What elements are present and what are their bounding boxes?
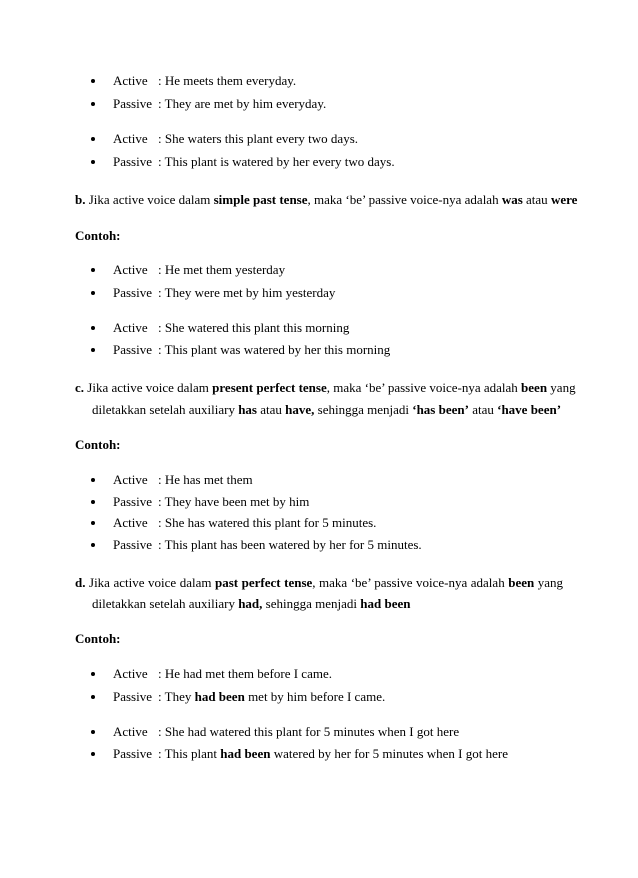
rule-text: diletakkan setelah auxiliary <box>92 402 239 417</box>
example-label: Passive <box>113 342 152 357</box>
bullet-icon <box>91 695 95 699</box>
example-label: Active <box>113 666 148 681</box>
rule-keyword: have, <box>285 402 315 417</box>
example-sentence: : She watered this plant this morning <box>158 320 350 335</box>
rule-keyword: simple past tense <box>213 192 308 207</box>
example-sentence: : She has watered this plant for 5 minutes. <box>158 515 377 530</box>
example-sentence: : He met them yesterday <box>158 262 286 277</box>
example-label: Active <box>113 320 148 335</box>
rule-letter: b. <box>75 192 86 207</box>
example-sentence: : She waters this plant every two days. <box>158 131 359 146</box>
rule-text: atau <box>468 402 498 417</box>
example-label: Active <box>113 472 148 487</box>
contoh-heading: Contoh: <box>75 437 121 452</box>
sentence-text: : This plant <box>158 746 221 761</box>
bullet-icon <box>91 160 95 164</box>
rule-text: , maka ‘be’ passive voice-nya adalah <box>312 575 509 590</box>
example-sentence: : He meets them everyday. <box>158 73 297 88</box>
contoh-heading: Contoh: <box>75 228 121 243</box>
example-sentence: : He has met them <box>158 472 253 487</box>
rule-keyword: past perfect tense <box>214 575 313 590</box>
sentence-text: watered by her for 5 minutes when I got here <box>270 746 508 761</box>
bullet-icon <box>91 478 95 482</box>
bullet-icon <box>91 500 95 504</box>
sentence-text: : They <box>158 689 195 704</box>
bullet-icon <box>91 268 95 272</box>
rule-text: atau <box>257 402 286 417</box>
rule-keyword: had been <box>360 596 411 611</box>
rule-keyword: been <box>521 380 548 395</box>
rule-keyword: had, <box>238 596 263 611</box>
rule-text: yang <box>547 380 576 395</box>
contoh-heading: Contoh: <box>75 631 121 646</box>
example-sentence: : He had met them before I came. <box>158 666 332 681</box>
rule-text: yang <box>534 575 564 590</box>
example-sentence <box>158 746 508 762</box>
example-sentence: : She had watered this plant for 5 minutes when I got here <box>158 724 460 739</box>
rule-d-paragraph <box>75 575 563 591</box>
rule-text: sehingga menjadi <box>262 596 361 611</box>
rule-keyword: was <box>501 192 523 207</box>
rule-d-continuation <box>92 596 410 612</box>
example-label: Active <box>113 724 148 739</box>
example-sentence: : They were met by him yesterday <box>158 285 336 300</box>
example-sentence <box>158 689 385 705</box>
rule-keyword: ‘have been’ <box>497 402 562 417</box>
sentence-keyword: had been <box>220 746 271 761</box>
rule-text: , maka ‘be’ passive voice-nya adalah <box>326 380 522 395</box>
bullet-icon <box>91 752 95 756</box>
example-label: Passive <box>113 537 152 552</box>
rule-c-paragraph <box>75 380 576 396</box>
rule-c-continuation <box>92 402 561 418</box>
example-label: Passive <box>113 285 152 300</box>
example-label: Passive <box>113 746 152 761</box>
bullet-icon <box>91 521 95 525</box>
example-sentence: : They have been met by him <box>158 494 310 509</box>
example-label: Active <box>113 73 148 88</box>
example-label: Passive <box>113 494 152 509</box>
example-label: Active <box>113 515 148 530</box>
example-sentence: : This plant has been watered by her for 5 minutes. <box>158 537 422 552</box>
rule-text: , maka ‘be’ passive voice-nya adalah <box>307 192 502 207</box>
rule-text: Jika active voice dalam <box>85 192 214 207</box>
bullet-icon <box>91 102 95 106</box>
sentence-keyword: had been <box>194 689 245 704</box>
rule-text: sehingga menjadi <box>314 402 413 417</box>
rule-text: Jika active voice dalam <box>84 380 213 395</box>
rule-letter: c. <box>75 380 85 395</box>
example-label: Passive <box>113 154 152 169</box>
rule-keyword: present perfect tense <box>212 380 327 395</box>
rule-text: Jika active voice dalam <box>85 575 215 590</box>
rule-keyword: been <box>508 575 535 590</box>
example-label: Active <box>113 262 148 277</box>
rule-text: diletakkan setelah auxiliary <box>92 596 239 611</box>
rule-b-paragraph <box>75 192 578 208</box>
bullet-icon <box>91 326 95 330</box>
example-sentence: : This plant is watered by her every two days. <box>158 154 395 169</box>
rule-keyword: were <box>550 192 578 207</box>
bullet-icon <box>91 137 95 141</box>
bullet-icon <box>91 79 95 83</box>
sentence-text: met by him before I came. <box>244 689 386 704</box>
bullet-icon <box>91 730 95 734</box>
rule-text: atau <box>522 192 551 207</box>
example-label: Passive <box>113 96 152 111</box>
rule-letter: d. <box>75 575 86 590</box>
bullet-icon <box>91 543 95 547</box>
example-label: Passive <box>113 689 152 704</box>
bullet-icon <box>91 348 95 352</box>
example-sentence: : This plant was watered by her this morning <box>158 342 391 357</box>
rule-keyword: has <box>238 402 257 417</box>
example-sentence: : They are met by him everyday. <box>158 96 327 111</box>
rule-keyword: ‘has been’ <box>412 402 469 417</box>
bullet-icon <box>91 672 95 676</box>
bullet-icon <box>91 291 95 295</box>
example-label: Active <box>113 131 148 146</box>
